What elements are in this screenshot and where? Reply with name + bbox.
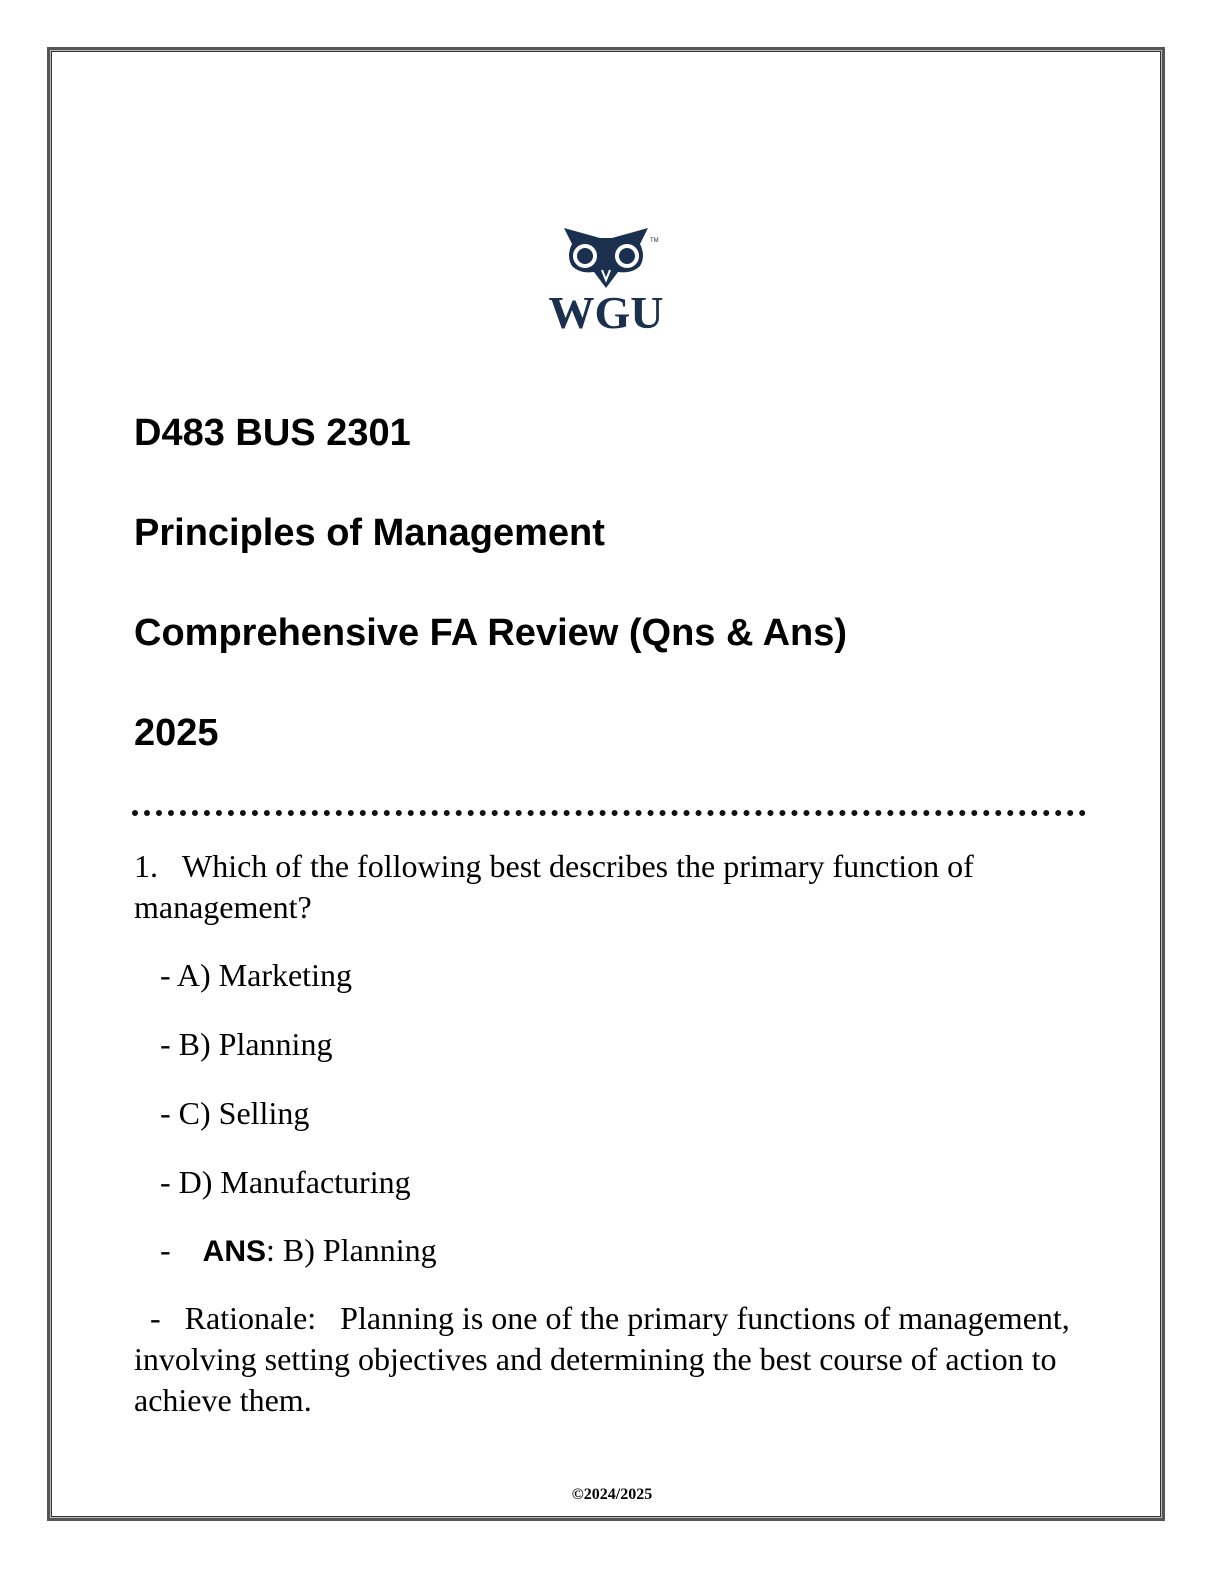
answer-value: : B) Planning: [266, 1232, 437, 1268]
option-a: - A) Marketing: [160, 957, 352, 993]
option-d: - D) Manufacturing: [160, 1164, 411, 1200]
question-text: [134, 846, 1084, 928]
wgu-owl-logo: [542, 222, 670, 334]
course-code: D483 BUS 2301: [134, 412, 411, 454]
document-year: 2025: [134, 712, 219, 754]
answer-dash: -: [160, 1232, 171, 1268]
rationale-dash: -: [150, 1300, 161, 1336]
svg-text:TM: TM: [650, 238, 659, 244]
rationale-label: Rationale:: [184, 1300, 317, 1336]
answer-line: [160, 1230, 437, 1272]
course-name: Principles of Management: [134, 512, 605, 554]
document-subtitle: Comprehensive FA Review (Qns & Ans): [134, 612, 848, 654]
dotted-divider: [132, 810, 1086, 816]
svg-text:WGU: WGU: [548, 287, 664, 334]
option-c: - C) Selling: [160, 1095, 310, 1131]
answer-label: ANS: [202, 1235, 266, 1268]
question-number: 1.: [134, 848, 158, 884]
rationale: [134, 1298, 1084, 1421]
footer-copyright: ©2024/2025: [571, 1486, 653, 1503]
option-b: - B) Planning: [160, 1026, 333, 1062]
question-body: Which of the following best describes the primary function of management?: [134, 848, 974, 925]
rationale-text: Planning is one of the primary functions of management, involving setting objectives and determining the best course of action to achieve them.: [134, 1300, 1070, 1418]
